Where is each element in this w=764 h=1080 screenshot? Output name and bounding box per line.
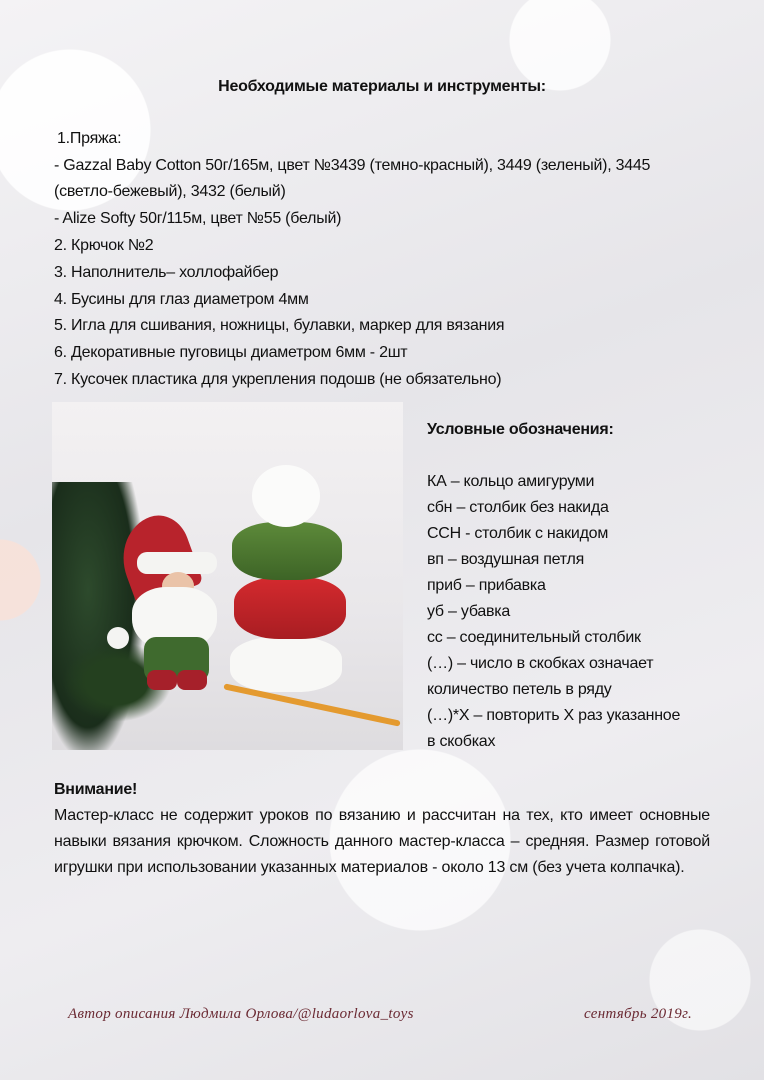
legend-item: вп – воздушная петля [427,551,584,568]
list-item: (светло-бежевый), 3432 (белый) [54,183,286,200]
legend-item: (…)*Х – повторить Х раз указанное [427,707,681,724]
footer-date: сентябрь 2019г. [584,1006,693,1022]
list-item: - Gazzal Baby Cotton 50г/165м, цвет №3439 (темно-красный), 3449 (зеленый), 3445 [54,157,651,174]
legend-item: ССН - столбик с накидом [427,525,609,542]
list-item: 5. Игла для сшивания, ножницы, булавки, маркер для вязания [54,317,505,334]
legend-heading: Условные обозначения: [427,421,614,438]
list-item: 4. Бусины для глаз диаметром 4мм [54,291,309,308]
legend-item: уб – убавка [427,603,511,620]
legend-item: КА – кольцо амигуруми [427,473,595,490]
legend-item: приб – прибавка [427,577,546,594]
legend-item: сбн – столбик без накида [427,499,609,516]
legend-item: сс – соединительный столбик [427,629,641,646]
list-item: 7. Кусочек пластика для укрепления подошв (не обязательно) [54,371,502,388]
legend-item: (…) – число в скобках означает [427,655,654,672]
page-title: Необходимые материалы и инструменты: [218,78,546,95]
list-item: - Alize Softy 50г/115м, цвет №55 (белый) [54,210,342,227]
legend-item: количество петель в ряду [427,681,612,698]
attention-text: Мастер-класс не содержит уроков по вязанию и рассчитан на тех, кто имеет основные навыки вязания крючком. Сложность данного мастер-класса – средняя. Размер готовой игрушки при использовании указанных материалов - около 13 см (без учета колпачка). [54,807,710,876]
list-item: 6. Декоративные пуговицы диаметром 6мм - 2шт [54,344,408,361]
list-item: 2. Крючок №2 [54,237,154,254]
attention-heading: Внимание! [54,781,138,798]
list-item: 3. Наполнитель– холлофайбер [54,264,279,281]
footer-author: Автор описания Людмила Орлова/@ludaorlova_toys [68,1006,414,1022]
list-item: 1.Пряжа: [57,130,122,147]
legend-item: в скобках [427,733,496,750]
gnome-photo [52,402,403,750]
